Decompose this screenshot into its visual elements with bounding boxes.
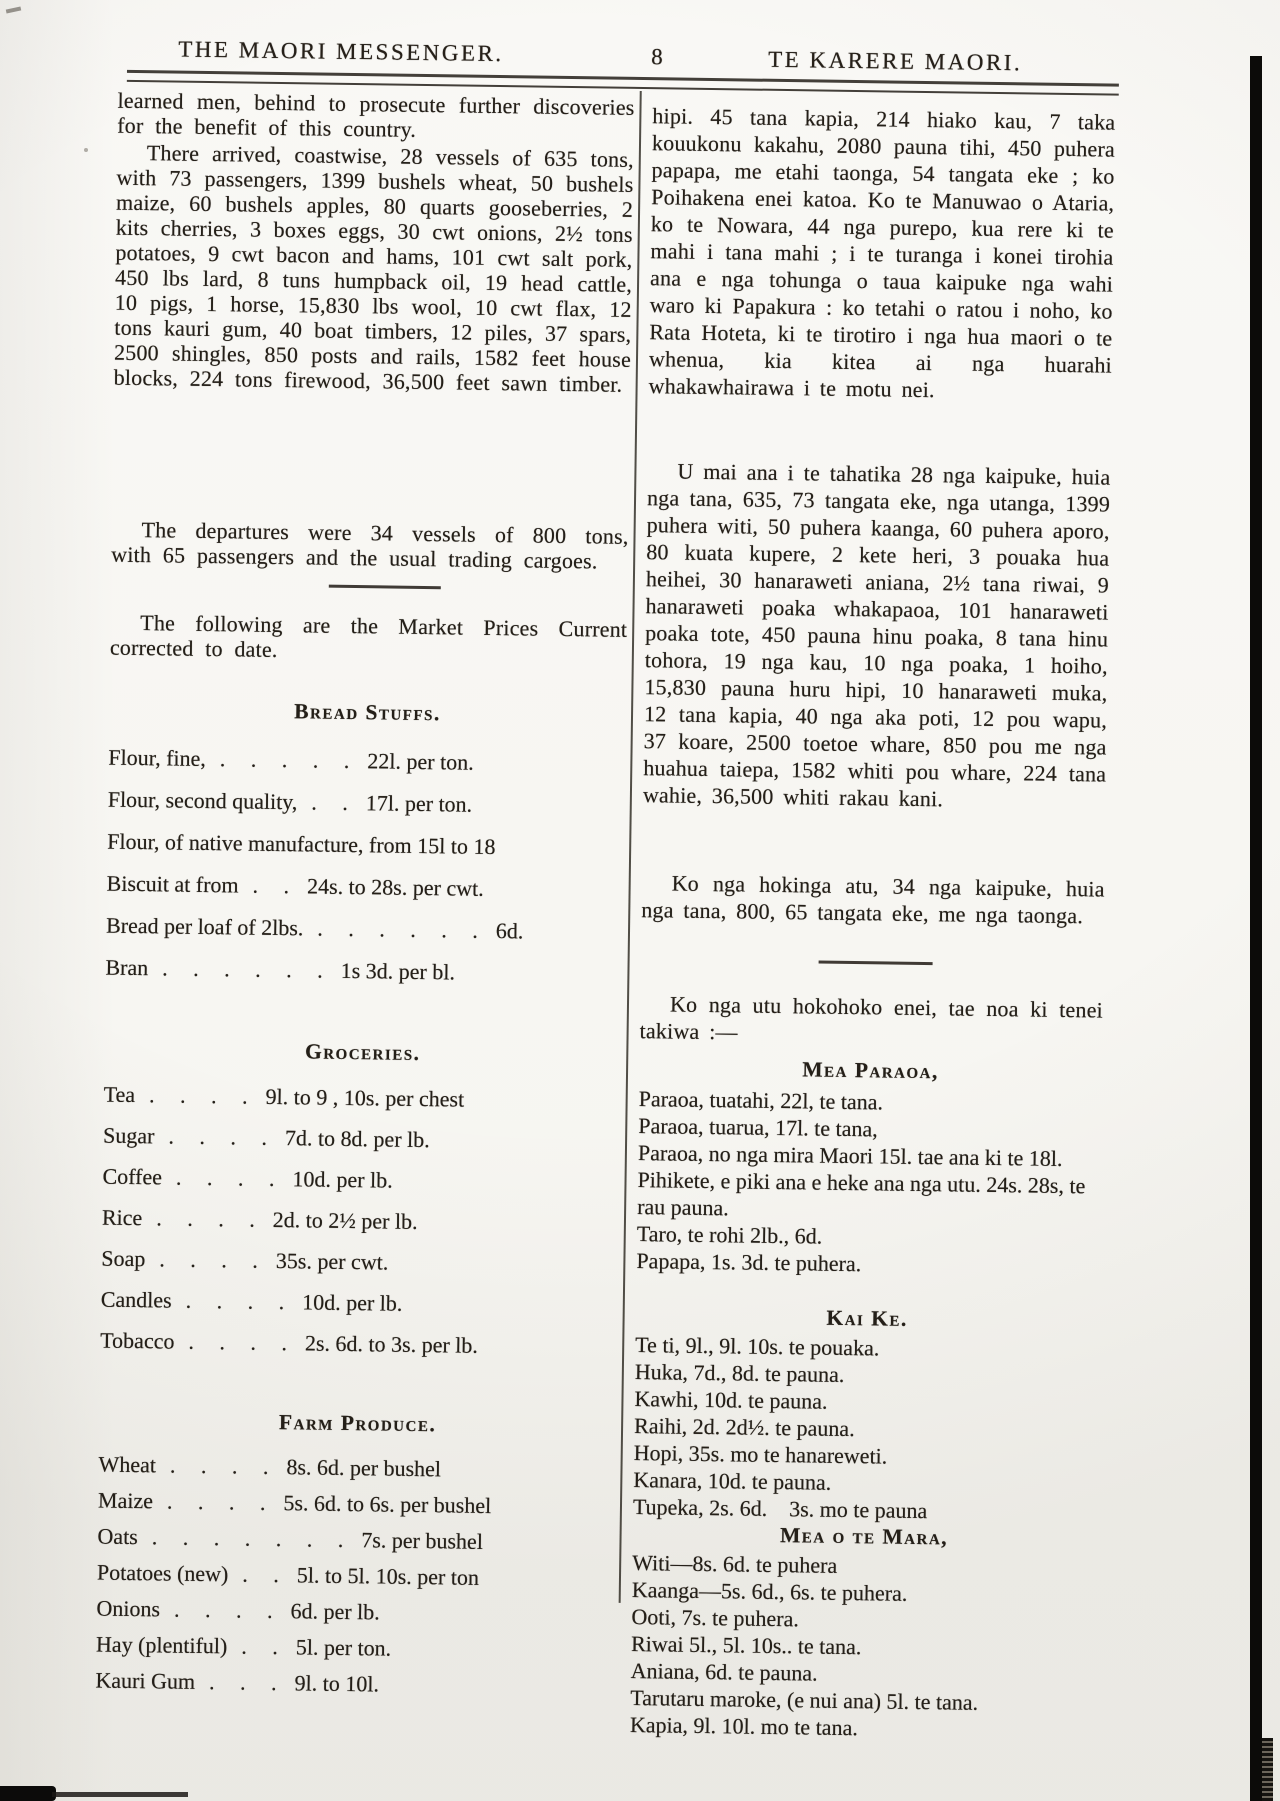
price-row xyxy=(101,1246,619,1294)
dot-leader: . . . . xyxy=(175,1164,285,1192)
price-label: Kauri Gum xyxy=(95,1667,196,1694)
price-row xyxy=(107,829,625,878)
price-label: Candles xyxy=(100,1286,172,1313)
price-value: 24s. to 28s. per cwt. xyxy=(306,873,484,901)
price-value: 35s. per cwt. xyxy=(275,1248,389,1275)
price-label: Flour, second quality, xyxy=(107,786,298,815)
price-label: Sugar xyxy=(102,1122,155,1149)
price-value: 7s. per bushel xyxy=(361,1527,484,1554)
paragraph-maori-prices-intro: Ko nga utu hokohoko enei, tae noa ki tenei takiwa :— xyxy=(639,991,1104,1045)
dot-leader: . . . . xyxy=(173,1596,283,1624)
price-row xyxy=(102,1205,620,1253)
price-label: Soap xyxy=(101,1245,146,1272)
price-label: Tobacco xyxy=(100,1327,175,1354)
dot-leader: . . xyxy=(252,872,300,899)
price-line: Tarutaru maroke, (e nui ana) 5l. te tana. xyxy=(630,1685,979,1715)
masthead-right-title: TE KARERE MAORI. xyxy=(768,46,1023,76)
scan-artifact-margin-speck xyxy=(84,148,88,152)
price-line: Ooti, 7s. te puhera. xyxy=(631,1604,800,1632)
paragraph-english-continuation: learned men, behind to prosecute further discoveries for the benefit of this country. xyxy=(117,87,635,142)
price-label: Flour, of native manufacture, from 15l to 18 xyxy=(107,828,496,860)
paragraph-english-prices-intro: The following are the Market Prices Current corrected to date. xyxy=(109,610,628,662)
dot-leader: . . . . xyxy=(169,1452,279,1480)
paragraph-maori-arrivals: U mai ana i te tahatika 28 nga kaipuke, huia nga tana, 635, 73 tangata eke, nga utanga, 1399 puhera witi, 50 puhera kaanga, 60 puhera aporo, 80 kuata kupere, 2 kete heri, 3 pouaka hua heihei, 30 hanaraweti aniana, 2½ tana riwai, 9 hanaraweti poaka whakapaoa, 101 hanaraweti poaka tote, 450 pauna hinu poaka, 8 tana hinu tohora, 19 nga kau, 10 nga poaka, 1 hoiho, 15,830 pauna huru hipi, 10 hanaraweti muka, 12 tana kapia, 40 nga aka poti, 12 pou wapu, 37 koare, 2500 toetoe whare, 850 pou me nga huahua taiepa, 1582 whiti pou whare, 224 tana wahie, 36,500 whiti rakau kani. xyxy=(642,458,1111,812)
price-row xyxy=(106,871,624,920)
paragraph-maori-departures: Ko nga hokinga atu, 34 nga kaipuke, huia nga tana, 800, 65 tangata eke, me nga taonga. xyxy=(641,870,1105,929)
price-value: 2s. 6d. to 3s. per lb. xyxy=(304,1330,479,1358)
price-value: 17l. per ton. xyxy=(365,790,473,817)
scan-artifact-bottom-left-line xyxy=(52,1792,188,1797)
price-value: 7d. to 8d. per lb. xyxy=(284,1125,430,1153)
dot-leader: . . . . . xyxy=(219,746,360,774)
dot-leader: . . . . xyxy=(166,1488,276,1516)
price-line: Kapia, 9l. 10l. mo te tana. xyxy=(629,1712,858,1741)
price-line: Raihi, 2d. 2d½. te pauna. xyxy=(633,1413,855,1442)
price-row xyxy=(107,787,625,836)
price-line: Riwai 5l., 5l. 10s.. te tana. xyxy=(630,1631,862,1660)
kai-ke-price-list xyxy=(633,1331,1099,1526)
price-label: Rice xyxy=(101,1204,143,1231)
price-line: Huka, 7d., 8d. te pauna. xyxy=(634,1359,845,1387)
price-line: Hopi, 35s. mo te hanareweti. xyxy=(633,1440,888,1469)
price-line: Aniana, 6d. te pauna. xyxy=(630,1658,818,1686)
farm-produce-price-list xyxy=(95,1452,615,1711)
price-value: 6d. xyxy=(495,918,524,944)
heading-bread-stuffs: Bread Stuffs. xyxy=(294,699,441,726)
price-label: Coffee xyxy=(102,1163,163,1190)
price-row xyxy=(100,1287,618,1335)
paragraph-english-arrivals: There arrived, coastwise, 28 vessels of 635 tons, with 73 passengers, 1399 bushels wheat, 50 bushels maize, 60 bushels apples, 80 quarts gooseberries, 2 kits cherries, 3 boxes eggs, 30 cwt onions, 2½ tons potatoes, 9 cwt bacon and hams, 101 cwt salt pork, 450 lbs lard, 8 tuns humpback oil, 19 head cattle, 10 pigs, 1 horse, 15,830 lbs wool, 10 cwt flax, 12 tons kauri gum, 40 boat timbers, 12 piles, 37 spars, 2500 shingles, 850 posts and rails, 1582 feet house blocks, 224 tons firewood, 36,500 feet sawn timber. xyxy=(113,140,634,397)
price-value: 9l. to 9 , 10s. per chest xyxy=(265,1083,465,1112)
price-label: Wheat xyxy=(98,1451,157,1478)
price-row xyxy=(100,1328,618,1376)
price-value: 10d. per lb. xyxy=(302,1289,403,1316)
price-row xyxy=(102,1164,620,1212)
heading-kai-ke: Kai Ke. xyxy=(826,1305,908,1331)
price-line: Taro, te rohi 2lb., 6d. xyxy=(636,1221,823,1249)
scan-artifact-right-edge-texture xyxy=(1262,1738,1273,1801)
price-value: 6d. per lb. xyxy=(290,1598,380,1625)
price-row xyxy=(108,745,626,794)
price-label: Onions xyxy=(96,1595,161,1622)
price-line: Paraoa, tuatahi, 22l, te tana. xyxy=(638,1086,884,1115)
dot-leader: . . . . xyxy=(185,1287,295,1315)
price-row xyxy=(95,1668,612,1711)
dot-leader: . . . . xyxy=(159,1246,269,1273)
dot-leader: . . . xyxy=(208,1669,287,1696)
price-label: Flour, fine, xyxy=(108,744,207,771)
heading-farm-produce: Farm Produce. xyxy=(278,1410,437,1437)
heading-mea-o-te-mara: Mea o te Mara, xyxy=(779,1523,949,1550)
mea-paraoa-price-list xyxy=(636,1085,1102,1280)
price-line: Papapa, 1s. 3d. te puhera. xyxy=(636,1248,862,1277)
scan-artifact-bottom-left-blob xyxy=(0,1786,56,1801)
dot-leader: . . . . . . xyxy=(317,915,489,943)
price-line: Kanara, 10d. te pauna. xyxy=(633,1467,832,1495)
price-label: Bran xyxy=(105,954,149,981)
dot-leader: . . xyxy=(242,1561,290,1588)
price-line: Pihikete, e piki ana e heke ana nga utu. 24s. 28s, te rau pauna. xyxy=(637,1167,1086,1221)
price-value: 1s 3d. per bl. xyxy=(340,957,456,985)
heading-groceries: Groceries. xyxy=(304,1039,421,1066)
price-line: Paraoa, no nga mira Maori 15l. tae ana ki te 18l. xyxy=(637,1140,1063,1171)
heading-mea-paraoa: Mea Paraoa, xyxy=(802,1057,940,1084)
price-value: 5s. 6d. to 6s. per bushel xyxy=(283,1490,492,1519)
price-label: Oats xyxy=(97,1523,139,1550)
dot-leader: . . xyxy=(241,1633,289,1660)
price-label: Hay (plentiful) xyxy=(95,1631,228,1659)
price-value: 9l. to 10l. xyxy=(294,1670,380,1697)
price-line: Witi—8s. 6d. te puhera xyxy=(632,1550,838,1578)
dot-leader: . . . . . . xyxy=(162,955,333,983)
price-row xyxy=(106,913,624,962)
paragraph-maori-continuation: hipi. 45 tana kapia, 214 hiako kau, 7 taka kouukonu kakahu, 2080 pauna tihi, 450 puhera papapa, me etahi taonga, 54 tangata eke ; ko Poihakena enei katoa. Ko te Manuwao o Ataria, ko te Nowara, 44 nga purepo, kua rere ki te mahi i tana mahi ; i te turanga i konei tirohia ana e nga tohunga o taua kaipuke nga wahi waro ki Papakura : ko tetahi o ratou i noho, ko Rata Hoteta, ki te tirotiro i nga hua maori o te whenua, kia kitea ai nga huarahi whakawhairawa i te motu nei. xyxy=(648,103,1116,403)
dot-leader: . . . . xyxy=(168,1123,278,1151)
dot-leader: . . . . xyxy=(188,1328,298,1356)
price-line: Te ti, 9l., 9l. 10s. te pouaka. xyxy=(635,1332,880,1361)
price-label: Biscuit at from xyxy=(106,870,239,898)
price-value: 22l. per ton. xyxy=(367,748,474,775)
section-rule xyxy=(329,585,441,590)
price-value: 5l. per ton. xyxy=(295,1634,392,1661)
dot-leader: . . . . xyxy=(156,1205,265,1232)
english-column xyxy=(94,0,636,1801)
price-label: Tea xyxy=(103,1081,136,1108)
scan-artifact-right-edge-bar xyxy=(1250,56,1262,1801)
price-value: 2d. to 2½ per lb. xyxy=(272,1206,418,1234)
paragraph-english-departures: The departures were 34 vessels of 800 tons, with 65 passengers and the usual trading cargoes. xyxy=(111,517,629,574)
mea-o-te-mara-price-list xyxy=(630,1549,1096,1744)
price-line: Tupeka, 2s. 6d. 3s. mo te pauna xyxy=(632,1494,928,1524)
price-label: Maize xyxy=(97,1487,154,1514)
price-line: Kaanga—5s. 6d., 6s. te puhera. xyxy=(631,1577,908,1606)
price-value: 5l. to 5l. 10s. per ton xyxy=(296,1562,480,1590)
groceries-price-list xyxy=(100,1082,621,1376)
dot-leader: . . . . xyxy=(148,1082,258,1109)
masthead-left-title: THE MAORI MESSENGER. xyxy=(178,36,504,67)
section-rule xyxy=(819,961,933,966)
dot-leader: . . . . . . . xyxy=(151,1524,354,1553)
price-value: 10d. per lb. xyxy=(292,1166,393,1193)
price-row xyxy=(103,1123,621,1171)
maori-column xyxy=(629,7,1117,1801)
price-row xyxy=(103,1082,621,1130)
price-line: Paraoa, tuarua, 17l. te tana, xyxy=(638,1113,878,1142)
price-label: Bread per loaf of 2lbs. xyxy=(105,912,304,941)
price-label: Potatoes (new) xyxy=(96,1559,229,1587)
price-value: 8s. 6d. per bushel xyxy=(286,1454,442,1482)
page-number: 8 xyxy=(651,44,666,70)
price-row xyxy=(105,955,623,1004)
bread-stuffs-price-list xyxy=(105,745,625,1004)
price-line: Kawhi, 10d. te pauna. xyxy=(634,1386,828,1414)
dot-leader: . . xyxy=(311,789,359,816)
